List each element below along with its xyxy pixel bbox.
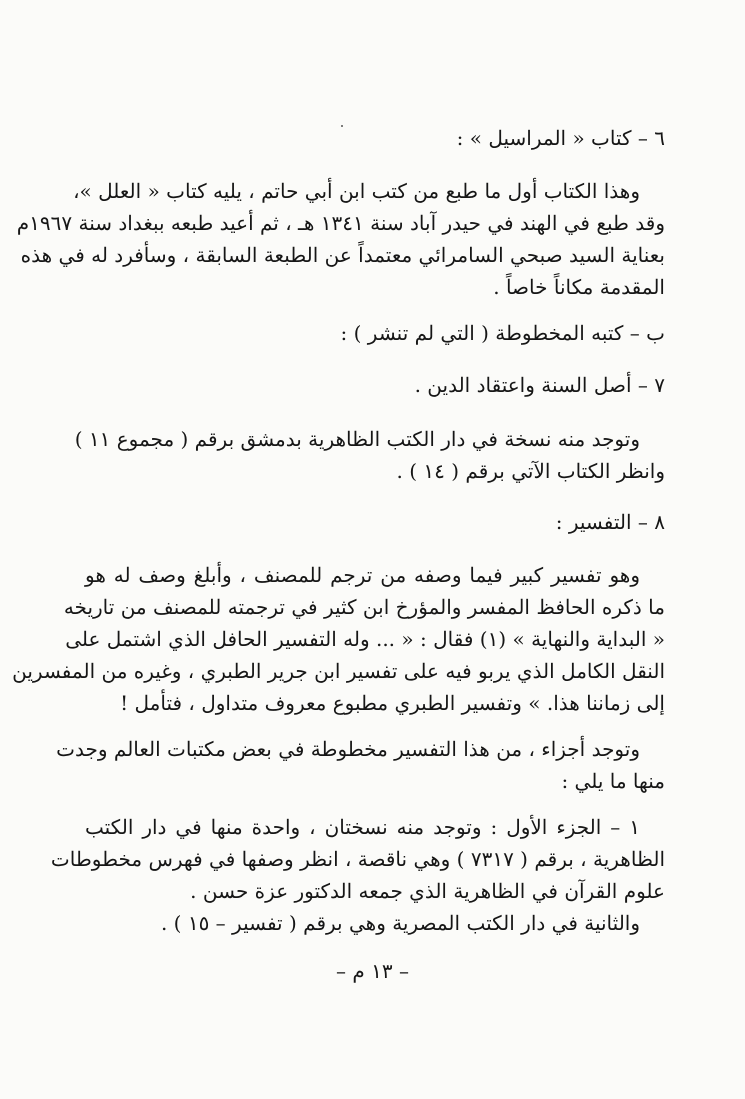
text-line-20: والثانية في دار الكتب المصرية وهي برقم ( تفسير – ١٥ ) . xyxy=(160,911,640,935)
text-line-16: منها ما يلي : xyxy=(561,769,665,793)
text-line-18: الظاهرية ، برقم ( ٧٣١٧ ) وهي ناقصة ، انظر وصفها في فهرس مخطوطات xyxy=(50,847,665,871)
text-line-4: المقدمة مكاناً خاصاً . xyxy=(493,275,665,299)
heading-item-6: ٦ – كتاب « المراسيل » : xyxy=(456,126,665,150)
text-line-17: ١ – الجزء الأول : وتوجد منه نسختان ، واحدة منها في دار الكتب xyxy=(85,815,640,839)
section-heading-b: ب – كتبه المخطوطة ( التي لم تنشر ) : xyxy=(340,321,665,345)
text-line-3: بعناية السيد صبحي السامرائي معتمداً عن الطبعة السابقة ، وسأفرد له في هذه xyxy=(20,243,665,267)
text-line-10: وهو تفسير كبير فيما وصفه من ترجم للمصنف ، وأبلغ وصف له هو xyxy=(85,563,640,587)
text-line-8: وانظر الكتاب الآتي برقم ( ١٤ ) . xyxy=(396,459,665,483)
text-line-19: علوم القرآن في الظاهرية الذي جمعه الدكتور عزة حسن . xyxy=(190,879,665,903)
page-number: – ١٣ م – xyxy=(336,959,409,983)
text-line-15: وتوجد أجزاء ، من هذا التفسير مخطوطة في بعض مكتبات العالم وجدت xyxy=(56,737,640,761)
heading-item-7: ٧ – أصل السنة واعتقاد الدين . xyxy=(414,373,665,397)
text-line-2: وقد طبع في الهند في حيدر آباد سنة ١٣٤١ هـ ، ثم أعيد طبعه ببغداد سنة ١٩٦٧م xyxy=(16,211,665,235)
text-line-13: النقل الكامل الذي يربو فيه على تفسير ابن جرير الطبري ، وغيره من المفسرين xyxy=(12,659,665,683)
text-line-11: ما ذكره الحافظ المفسر والمؤرخ ابن كثير في ترجمته للمصنف من تاريخه xyxy=(63,595,665,619)
text-line-1: وهذا الكتاب أول ما طبع من كتب ابن أبي حاتم ، يليه كتاب « العلل »، xyxy=(73,179,640,203)
text-line-7: وتوجد منه نسخة في دار الكتب الظاهرية بدمشق برقم ( مجموع ١١ ) xyxy=(74,427,640,451)
text-line-14: إلى زماننا هذا. » وتفسير الطبري مطبوع معروف متداول ، فتأمل ! xyxy=(120,691,665,715)
heading-item-8: ٨ – التفسير : xyxy=(555,510,665,534)
paper-speck xyxy=(341,125,343,127)
text-line-12: « البداية والنهاية » (١) فقال : « ... وله التفسير الحافل الذي اشتمل على xyxy=(65,627,665,651)
